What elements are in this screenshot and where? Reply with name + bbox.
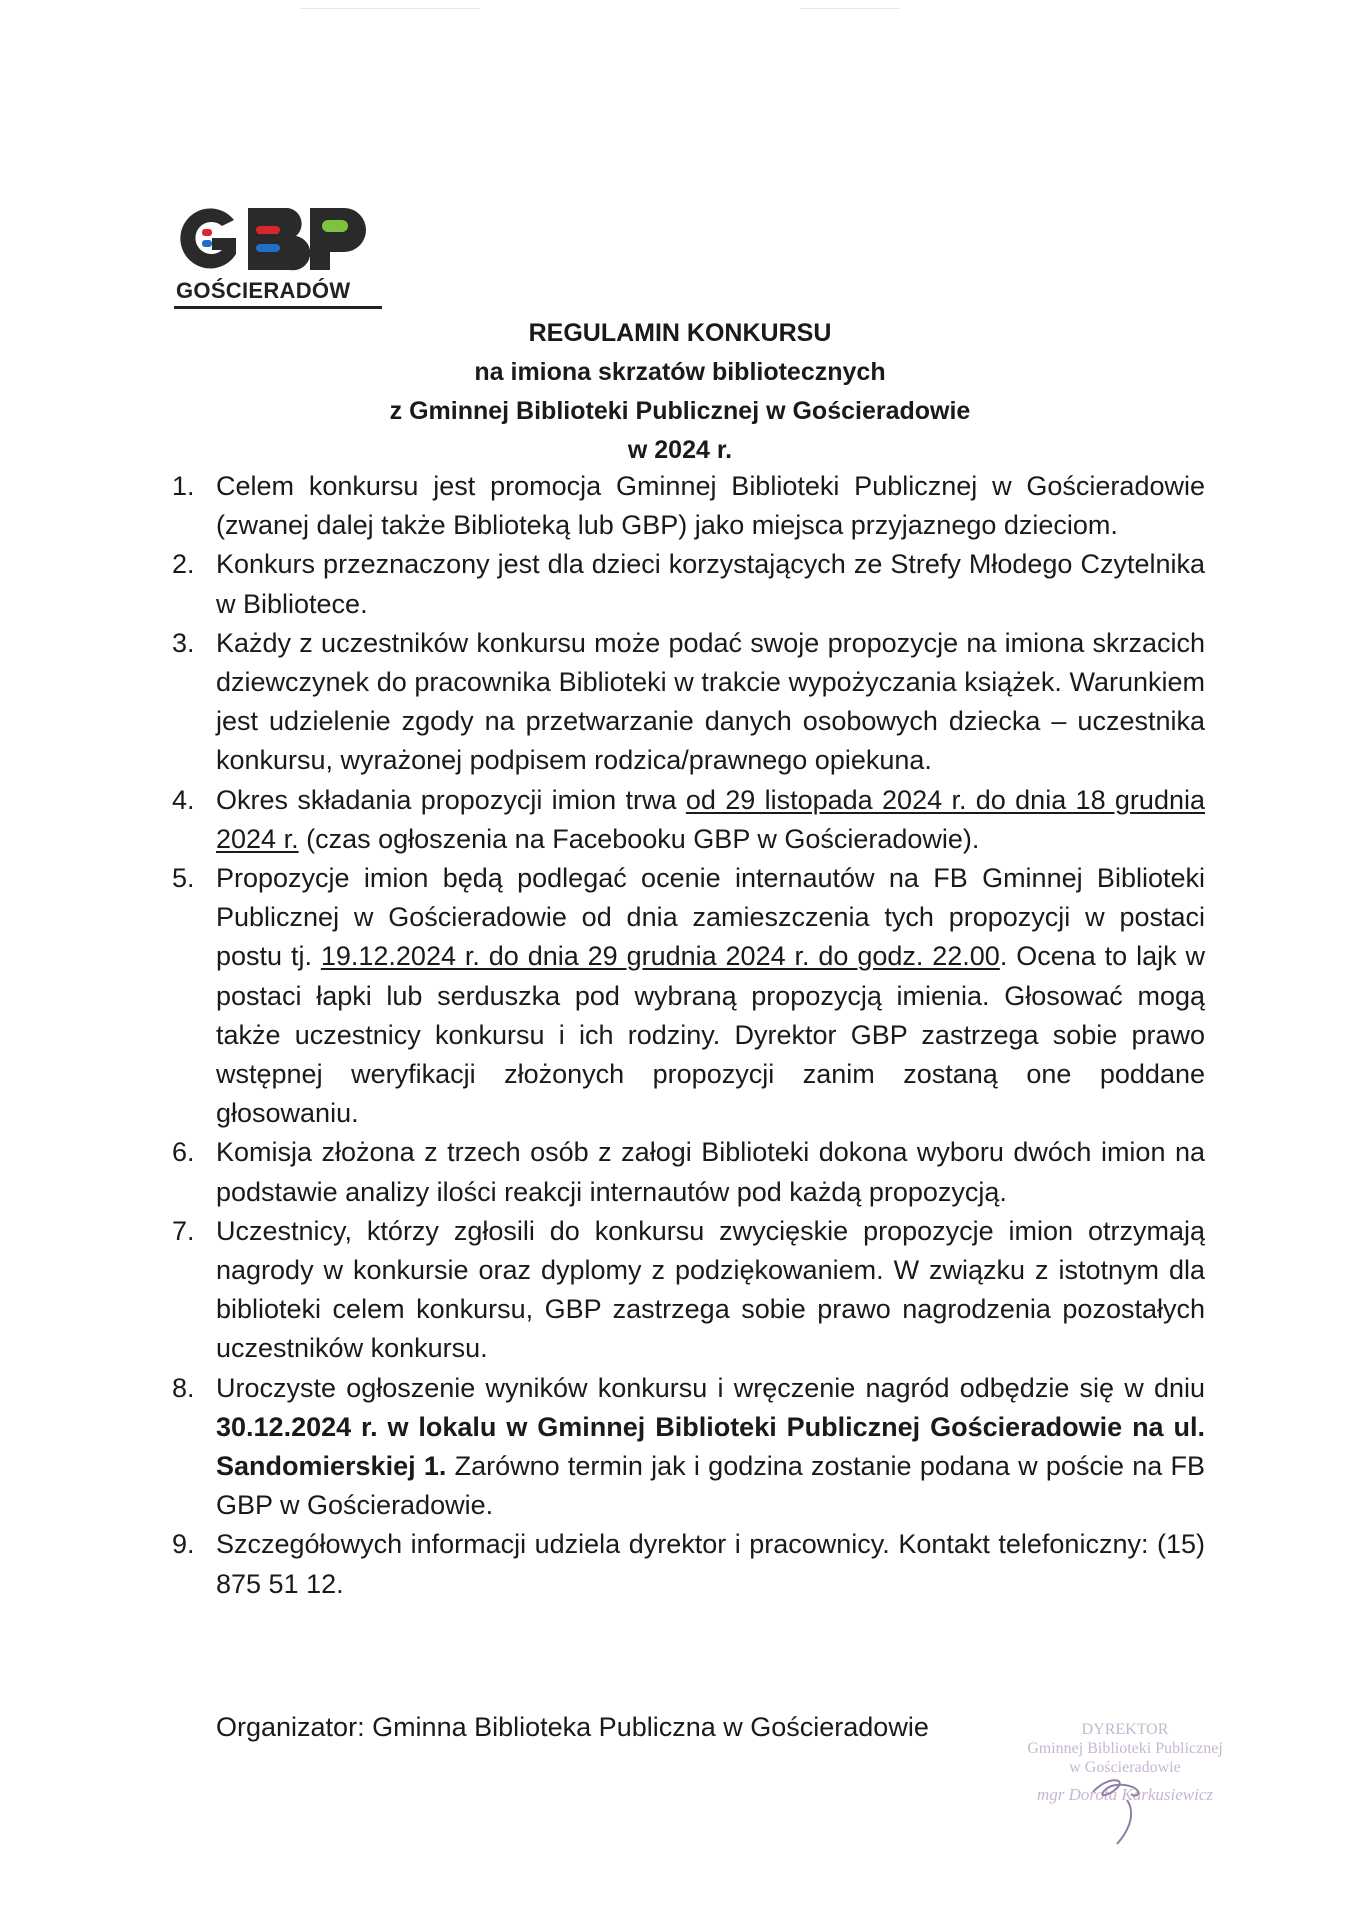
rule-text: Okres składania propozycji imion trwa [216, 784, 686, 815]
rule-item [160, 1369, 1205, 1526]
rule-text-tail: Zarówno termin jak i godzina zostanie podana w poście na FB GBP w Gościeradowie. [216, 1451, 1205, 1521]
stamp-director-name: mgr Dorota Karkusiewicz [1037, 1785, 1213, 1804]
rule-item [160, 859, 1205, 1133]
rules-list [160, 467, 1205, 1604]
title-line-2: na imiona skrzatów bibliotecznych [474, 358, 886, 386]
signature-scribble [1087, 1772, 1167, 1852]
rule-number: 7. [172, 1215, 195, 1246]
gbp-logo-graphic [172, 198, 388, 280]
rule-text: Celem konkursu jest promocja Gminnej Biblioteki Publicznej w Gościeradowie (zwanej dalej także Biblioteką lub GBP) jako miejsca przyjaznego dzieciom. [216, 471, 1205, 541]
rule-bold-details: 30.12.2024 r. w lokalu w Gminnej Biblioteki Publicznej Gościeradowie na ul. Sandomierskiej 1. [216, 1411, 1205, 1482]
rule-text-tail: (czas ogłoszenia na Facebooku GBP w Gościeradowie). [298, 823, 980, 854]
rule-item [160, 467, 1205, 545]
rule-number: 8. [172, 1372, 195, 1403]
scan-artifact-line [300, 8, 480, 9]
rule-number: 5. [172, 863, 195, 894]
rule-text-tail: . Ocena to lajk w postaci łapki lub serduszka pod wybraną propozycją imienia. Głosować mogą także uczestnicy konkursu i ich rodziny. Dyrektor GBP zastrzega sobie prawo wstępnej weryfikacji złożonych propozycji zanim zostaną one poddane głosowaniu. [216, 941, 1205, 1129]
rule-text: Każdy z uczestników konkursu może podać swoje propozycje na imiona skrzacich dziewczynek do pracownika Biblioteki w trakcie wypożyczania książek. Warunkiem jest udzielenie zgody na przetwarzanie danych osobowych dziecka – uczestnika konkursu, wyrażonej podpisem rodzica/prawnego opiekuna. [216, 627, 1205, 776]
library-logo [172, 198, 388, 309]
rule-text: Uroczyste ogłoszenie wyników konkursu i wręczenie nagród odbędzie się w dniu [216, 1372, 1205, 1403]
rule-text: Propozycje imion będą podlegać ocenie internautów na FB Gminnej Biblioteki Publicznej w Gościeradowie od dnia zamieszczenia tych propozycji w postaci postu tj. [216, 863, 1205, 972]
rule-number: 2. [172, 549, 195, 580]
rule-number: 4. [172, 784, 195, 815]
rule-underlined-dates: od 29 listopada 2024 r. do dnia 18 grudnia 2024 r. [216, 784, 1205, 854]
rule-item [160, 545, 1205, 623]
rule-item [160, 1212, 1205, 1369]
rule-number: 6. [172, 1137, 195, 1168]
document-title [300, 314, 1060, 470]
rule-text: Szczegółowych informacji udziela dyrektor i pracownicy. Kontakt telefoniczny: (15) 875 51 12. [216, 1529, 1205, 1599]
logo-underline [174, 306, 382, 309]
rule-text: Uczestnicy, którzy zgłosili do konkursu zwycięskie propozycje imion otrzymają nagrody w konkursie oraz dyplomy z podziękowaniem. W związku z istotnym dla biblioteki celem konkursu, GBP zastrzega sobie prawo nagrodzenia pozostałych uczestników konkursu. [216, 1215, 1205, 1364]
logo-subtitle: GOŚCIERADÓW [176, 278, 351, 303]
stamp-institution: Gminnej Biblioteki Publicznej [1027, 1740, 1223, 1757]
rule-item [160, 1133, 1205, 1211]
stamp-location: w Gościeradowie [1069, 1759, 1181, 1776]
rule-text: Komisja złożona z trzech osób z załogi Biblioteki dokona wyboru dwóch imion na podstawie analizy ilości reakcji internautów pod każdą propozycją. [216, 1137, 1205, 1207]
rule-number: 1. [172, 471, 195, 501]
title-line-1: REGULAMIN KONKURSU [528, 319, 832, 347]
scan-artifact-line [800, 8, 900, 9]
director-stamp [995, 1720, 1255, 1850]
rule-item [160, 1525, 1205, 1603]
title-line-4: w 2024 r. [627, 436, 733, 464]
stamp-title: DYREKTOR [1081, 1721, 1169, 1738]
organizer-line: Organizator: Gminna Biblioteka Publiczna w Gościeradowie [216, 1712, 929, 1742]
rule-number: 3. [172, 627, 195, 658]
rule-number: 9. [172, 1529, 195, 1560]
rule-underlined-dates: 19.12.2024 r. do dnia 29 grudnia 2024 r. do godz. 22.00 [320, 941, 1000, 972]
rule-item [160, 624, 1205, 781]
rule-text: Konkurs przeznaczony jest dla dzieci korzystających ze Strefy Młodego Czytelnika w Bibliotece. [216, 549, 1205, 619]
rule-item [160, 781, 1205, 859]
title-line-3: z Gminnej Biblioteki Publicznej w Gościeradowie [389, 397, 971, 425]
